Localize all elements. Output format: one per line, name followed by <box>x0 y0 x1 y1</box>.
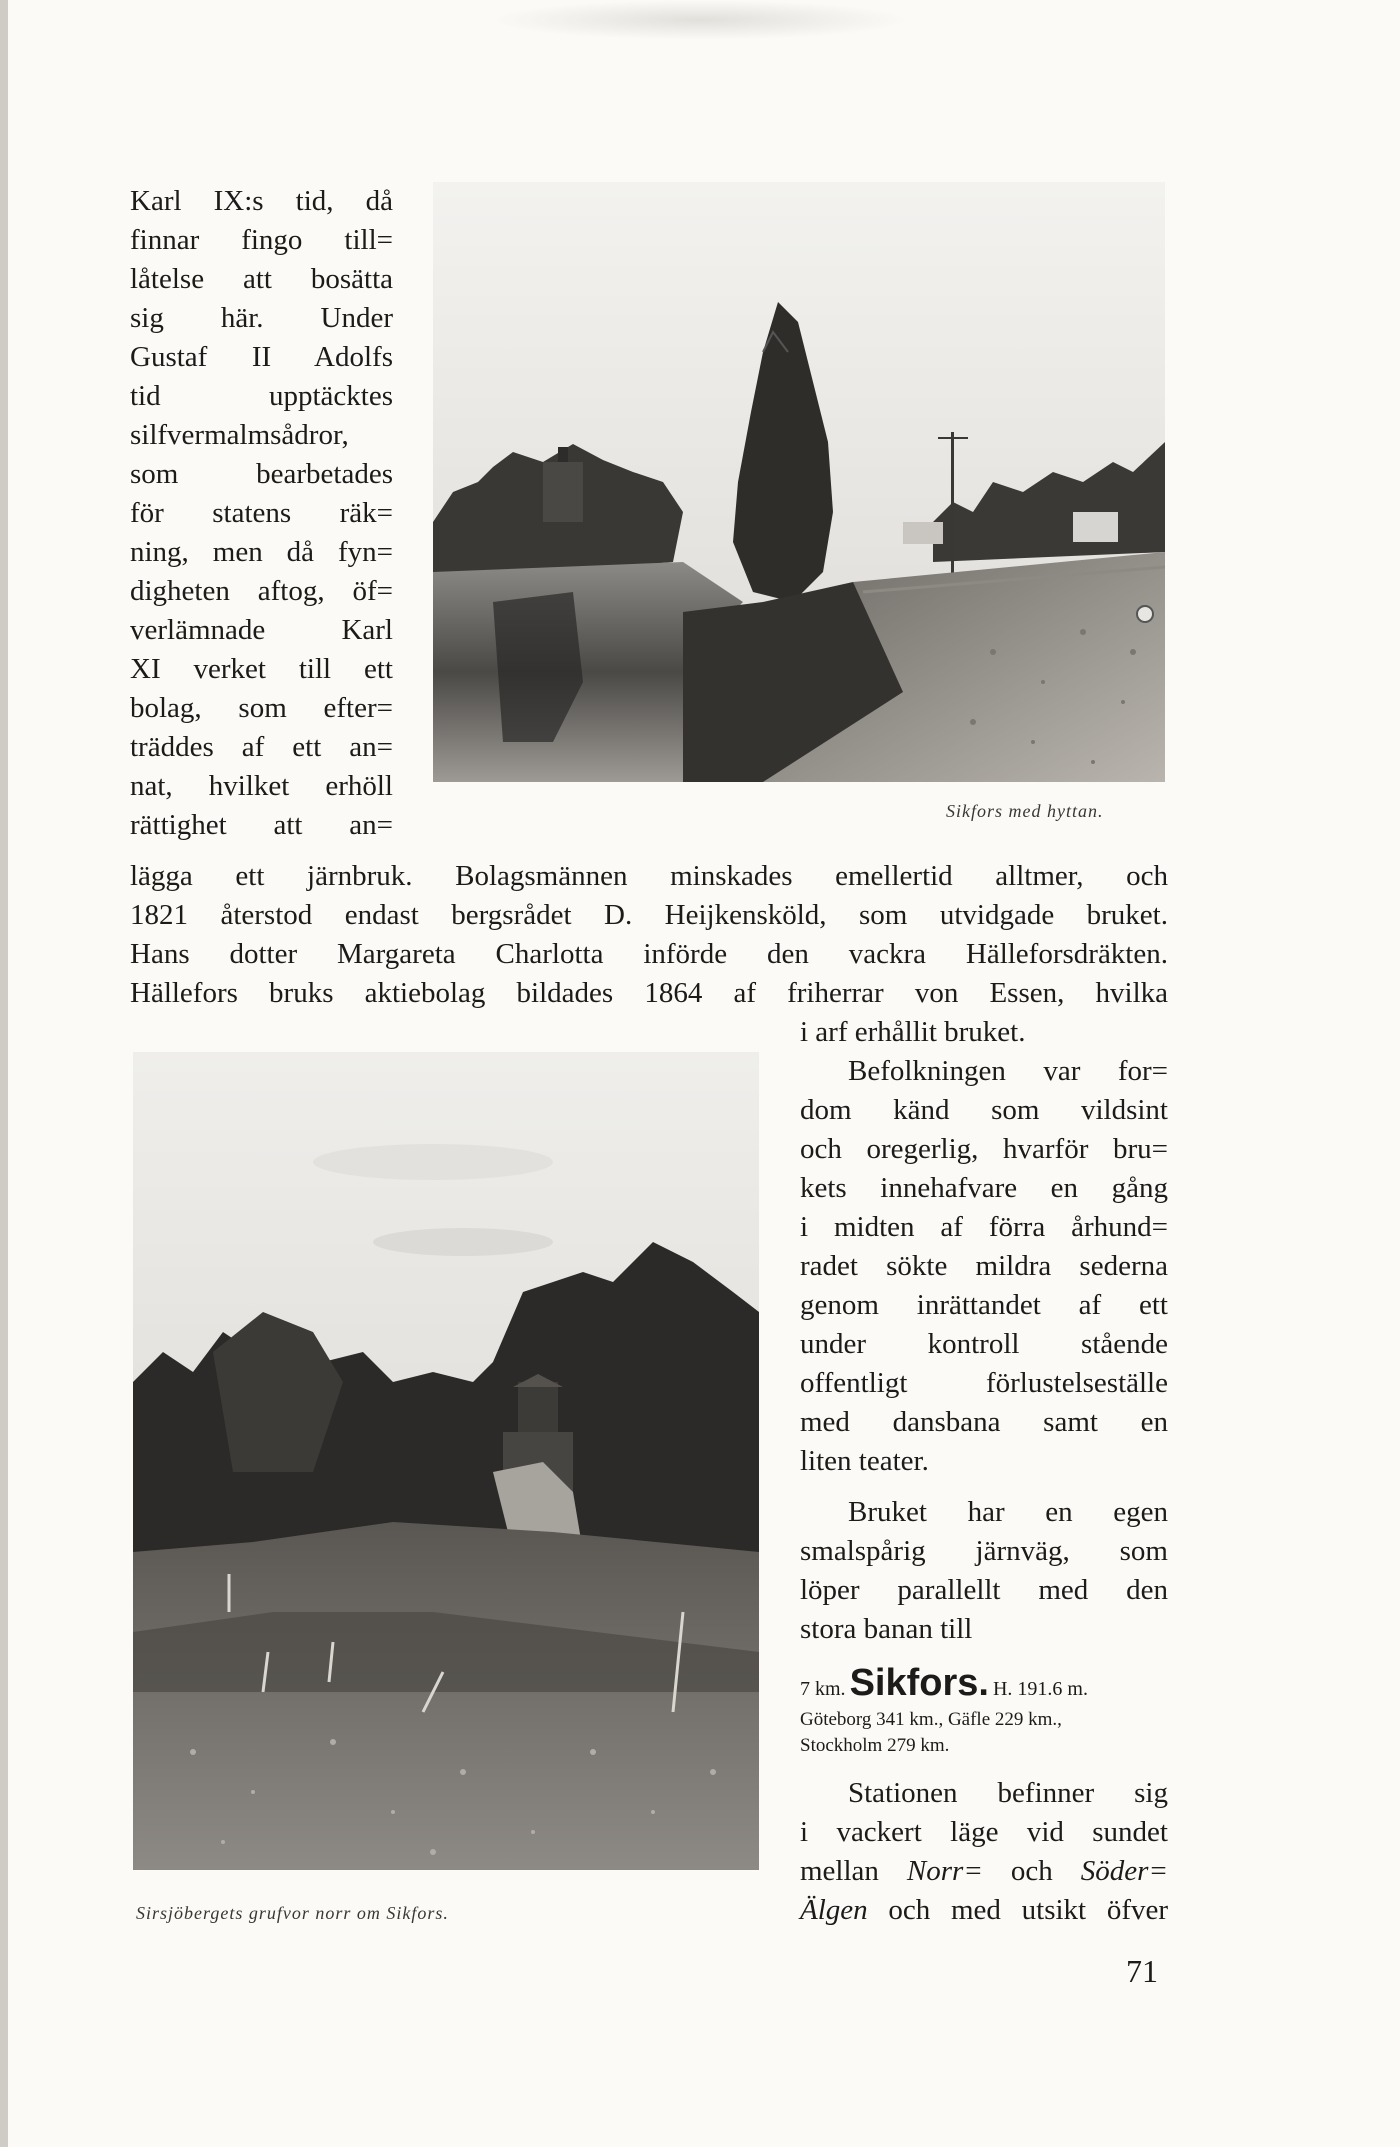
text-line: nat, hvilket erhöll <box>130 770 393 802</box>
text-line: kets innehafvare en gång <box>800 1172 1168 1204</box>
text-line: 1821 återstod endast bergsrådet D. Heijkensköld, som utvidgade bruket. <box>130 899 1168 931</box>
station-entry <box>800 1662 1088 1705</box>
text-line: genom inrättandet af ett <box>800 1289 1168 1321</box>
station-distances: Stockholm 279 km. <box>800 1735 950 1756</box>
caption-bottom-photo: Sirsjöbergets grufvor norr om Sikfors. <box>136 1903 449 1923</box>
text-line: bolag, som efter= <box>130 692 393 724</box>
text-line: träddes af ett an= <box>130 731 393 763</box>
text-line <box>800 1851 1168 1891</box>
station-height: H. 191.6 m. <box>992 1678 1088 1700</box>
text-line: stora banan till <box>800 1613 973 1645</box>
text-line: liten teater. <box>800 1445 929 1477</box>
text-line: för statens räk= <box>130 497 393 529</box>
text-line: i arf erhållit bruket. <box>800 1016 1026 1048</box>
text-word-italic: Norr= <box>906 1855 983 1887</box>
text-line: tid upptäcktes <box>130 380 393 412</box>
text-line: i midten af förra århund= <box>800 1211 1168 1243</box>
station-name: Sikfors. <box>849 1662 989 1704</box>
text-line: finnar fingo till= <box>130 224 393 256</box>
text-line: med dansbana samt en <box>800 1406 1168 1438</box>
page-edge-shadow <box>0 0 8 2147</box>
station-distance: 7 km. <box>800 1678 846 1700</box>
text-line: radet sökte mildra sederna <box>800 1250 1168 1282</box>
text-line: Bruket har en egen <box>848 1496 1168 1528</box>
text-line: smalspårig järnväg, som <box>800 1535 1168 1567</box>
text-line: XI verket till ett <box>130 653 393 685</box>
text-line: verlämnade Karl <box>130 614 393 646</box>
text-line: sig här. Under <box>130 302 393 334</box>
text-line: i vackert läge vid sundet <box>800 1816 1168 1848</box>
station-distances: Göteborg 341 km., Gäfle 229 km., <box>800 1709 1062 1730</box>
text-line <box>800 1890 1168 1930</box>
text-line: Karl IX:s tid, då <box>130 185 393 217</box>
text-line: löper parallellt med den <box>800 1574 1168 1606</box>
text-word: mellan <box>800 1855 879 1887</box>
text-line: Hans dotter Margareta Charlotta införde den vackra Hälleforsdräkten. <box>130 938 1168 970</box>
text-line: silfvermalmsådror, <box>130 419 349 451</box>
scan-mark <box>490 0 910 40</box>
text-line: som bearbetades <box>130 458 393 490</box>
text-line: Gustaf II Adolfs <box>130 341 393 373</box>
text-line: ning, men då fyn= <box>130 536 393 568</box>
text-word-italic: Älgen <box>800 1894 868 1926</box>
text-line: och oregerlig, hvarför bru= <box>800 1133 1168 1165</box>
page-number: 71 <box>1126 1953 1158 1989</box>
text-line: låtelse att bosätta <box>130 263 393 295</box>
photo-sirsjobergets-grufvor <box>133 1052 759 1870</box>
text-word-italic: Söder= <box>1080 1855 1169 1887</box>
text-line: offentligt förlustelseställe <box>800 1367 1168 1399</box>
text-line: Hällefors bruks aktiebolag bildades 1864 af friherrar von Essen, hvilka <box>130 977 1168 1009</box>
text-line: Stationen befinner sig <box>848 1777 1168 1809</box>
text-line: digheten aftog, öf= <box>130 575 393 607</box>
text-line: under kontroll stående <box>800 1328 1168 1360</box>
photo-sikfors-hyttan <box>433 182 1165 782</box>
text-line: Befolkningen var for= <box>848 1055 1168 1087</box>
text-line: rättighet att an= <box>130 809 393 841</box>
text-line: lägga ett järnbruk. Bolagsmännen minskades emellertid alltmer, och <box>130 860 1168 892</box>
text-words: och med utsikt öfver <box>888 1894 1169 1926</box>
caption-top-photo: Sikfors med hyttan. <box>946 801 1104 821</box>
text-line: dom känd som vildsint <box>800 1094 1168 1126</box>
text-word: och <box>1010 1855 1053 1887</box>
